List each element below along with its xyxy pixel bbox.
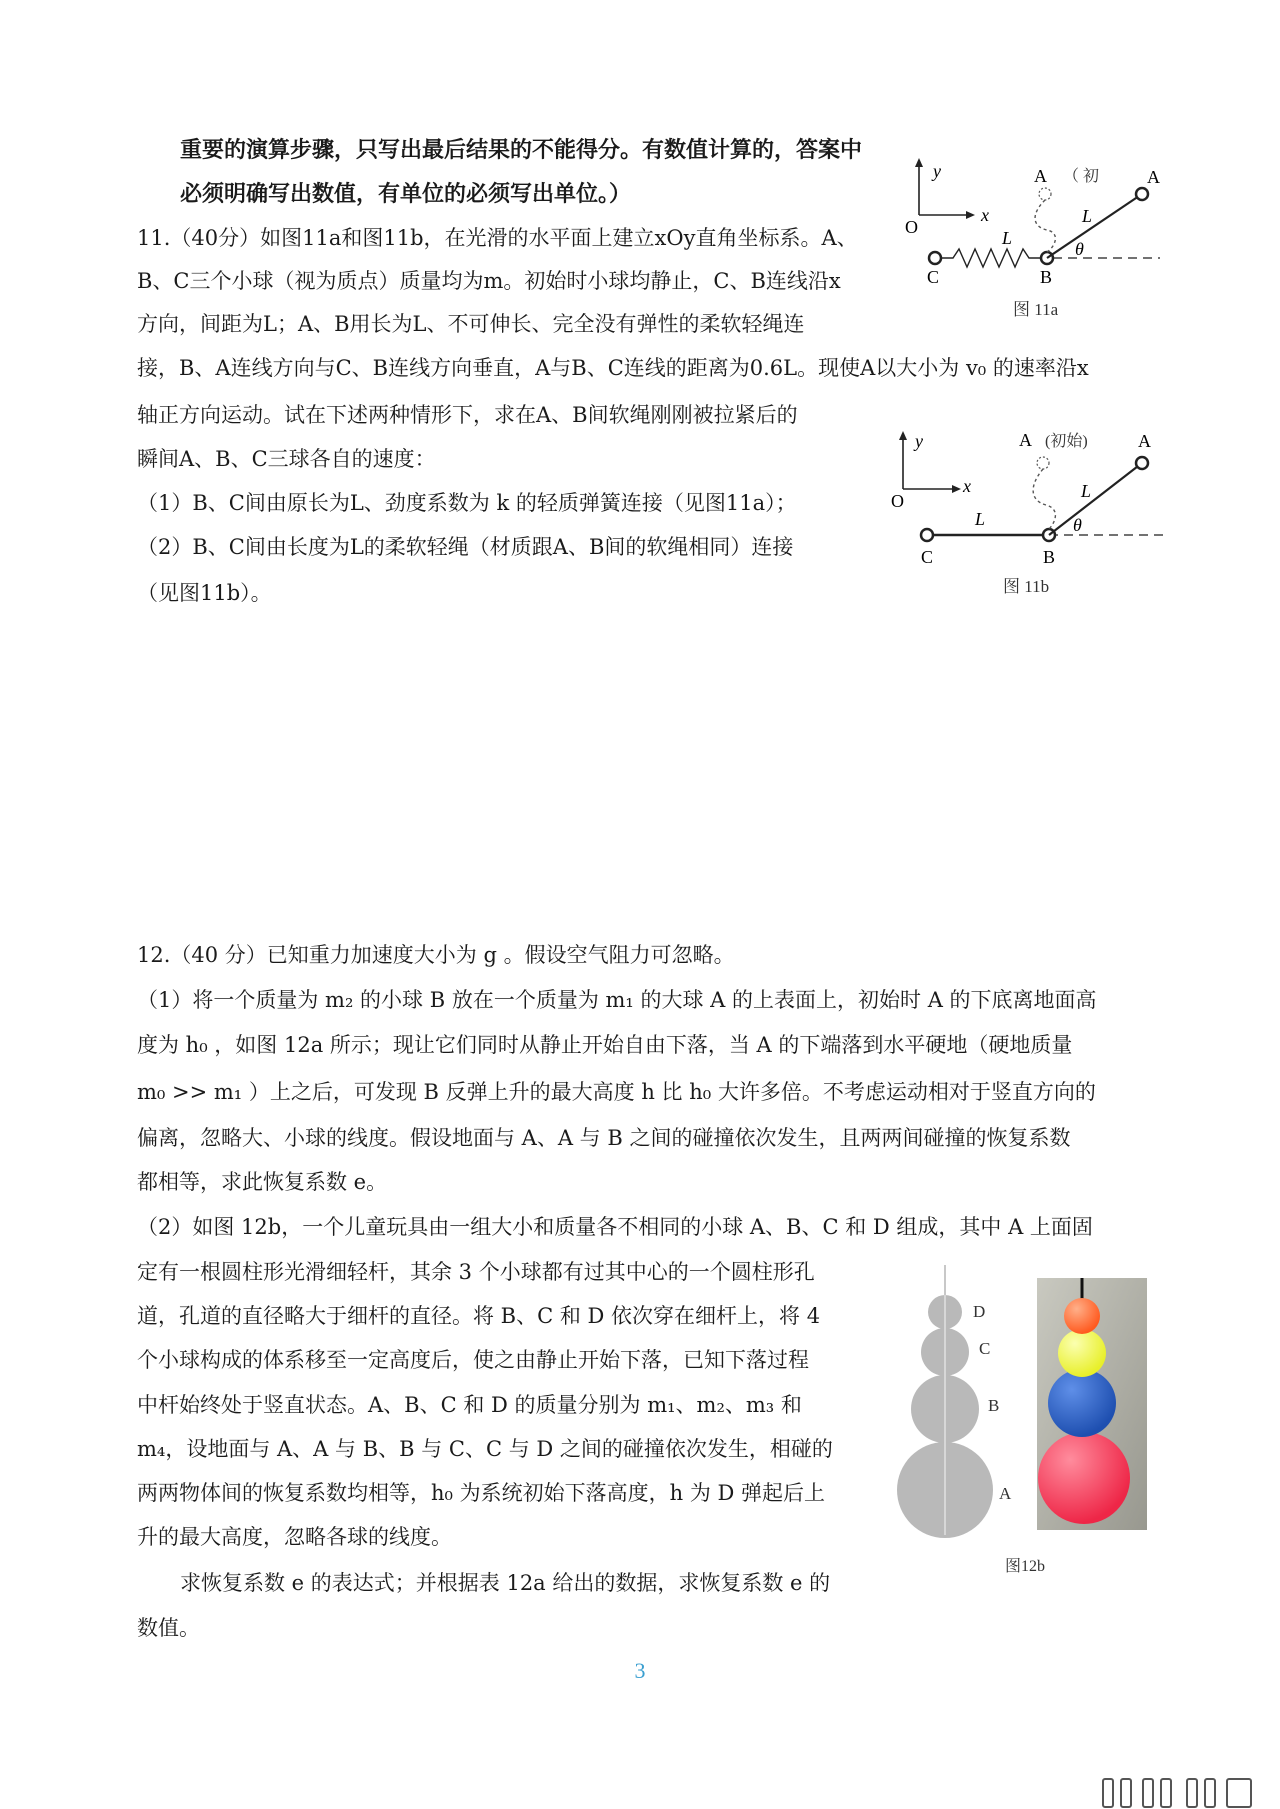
intro-line-2: 必须明确写出数值，有单位的必须写出单位。） [180,182,632,207]
q12-line-16: 数值。 [137,1616,200,1640]
figure-11a [905,155,1165,315]
photo-ball-C [1058,1329,1106,1377]
q11-line-7: （1）B、C间由原长为L、劲度系数为 k 的轻质弹簧连接（见图11a）； [137,491,797,515]
q12-line-10: 个小球构成的体系移至一定高度后，使之由静止开始下落，已知下落过程 [137,1348,809,1372]
q11-line-1: 11.（40分）如图11a和图11b，在光滑的水平面上建立xOy直角坐标系。A、 [137,226,858,250]
q11-line-6: 瞬间A、B、C三球各自的速度： [137,447,436,471]
fig11a-origin-label: O [905,217,918,237]
fig11b-theta-label: θ [1073,515,1082,535]
fig11a-caption: 图 11a [1013,300,1059,319]
fig11b-B-label: B [1043,547,1056,567]
photo-ball-A [1038,1432,1130,1524]
fig12b-B-label: B [988,1396,1000,1415]
fig11b-A-label: A [1138,431,1151,451]
fig12b-D-label: D [973,1302,986,1321]
figure-12b-photo [1037,1278,1147,1530]
figure-12b-diagram [895,1265,1035,1545]
fig11a-theta-label: θ [1075,239,1084,259]
q11-line-8: （2）B、C间由长度为L的柔软轻绳（材质跟A、B间的软绳相同）连接 [137,535,794,559]
fig11a-rope-L-label: L [1082,206,1093,226]
fig11a-y-label: y [933,161,941,181]
q11-line-2: B、C三个小球（视为质点）质量均为m。初始时小球均静止，C、B连线沿x [137,269,841,293]
page-number: 3 [634,1658,646,1683]
fig12b-caption: 图12b [1005,1558,1046,1575]
fig11b-origin-label: O [891,491,904,511]
q11-line-9: （见图11b）。 [137,581,272,605]
q12-line-11: 中杆始终处于竖直状态。A、B、C 和 D 的质量分别为 m₁、m₂、m₃ 和 [137,1393,802,1417]
q12-line-13: 两两物体间的恢复系数均相等，h₀ 为系统初始下落高度，h 为 D 弹起后上 [137,1481,826,1505]
fig11a-B-label: B [1040,267,1053,287]
fig11b-initial-text: (初始) [1045,433,1088,450]
q11-line-4: 接，B、A连线方向与C、B连线方向垂直，A与B、C连线的距离为0.6L。现使A以大小为 v₀ 的速率沿x [137,356,1089,380]
q12-line-9: 道，孔道的直径略大于细杆的直径。将 B、C 和 D 依次穿在细杆上，将 4 [137,1304,821,1328]
q11-line-5: 轴正方向运动。试在下述两种情形下，求在A、B间软绳刚刚被拉紧后的 [137,403,798,427]
fig12b-C-label: C [979,1339,991,1358]
q12-line-1: 12.（40 分）已知重力加速度大小为 g 。假设空气阻力可忽略。 [137,943,735,967]
q12-line-14: 升的最大高度，忽略各球的线度。 [137,1525,452,1549]
q12-line-3: 度为 h₀ ，如图 12a 所示；现让它们同时从静止开始自由下落，当 A 的下端落到水平硬地（硬地质量 [137,1033,1073,1057]
photo-ball-D [1064,1298,1100,1334]
q12-line-4: m₀ >> m₁ ）上之后，可发现 B 反弹上升的最大高度 h 比 h₀ 大许多倍。不考虑运动相对于竖直方向的 [137,1080,1096,1104]
fig11b-C-label: C [921,547,934,567]
fig11b-A-initial-label: A [1019,430,1032,450]
fig11a-A-initial-label: A [1034,166,1047,186]
q12-line-6: 都相等，求此恢复系数 e。 [137,1170,388,1194]
fig11a-spring-L-label: L [1002,228,1013,248]
q12-line-8: 定有一根圆柱形光滑细轻杆，其余 3 个小球都有过其中心的一个圆柱形孔 [137,1260,815,1284]
q11-line-3: 方向，间距为L；A、B用长为L、不可伸长、完全没有弹性的柔软轻绳连 [137,312,805,336]
fig11a-x-label: x [981,205,989,225]
fig11a-C-label: C [927,267,940,287]
q12-line-5: 偏离，忽略大、小球的线度。假设地面与 A、A 与 B 之间的碰撞依次发生，且两两间碰撞的恢复系数 [137,1126,1071,1150]
fig11b-cb-L-label: L [975,509,986,529]
q12-line-7: （2）如图 12b，一个儿童玩具由一组大小和质量各不相同的小球 A、B、C 和 D 组成，其中 A 上面固 [137,1215,1093,1239]
fig11b-caption: 图 11b [1003,577,1050,596]
q12-line-12: m₄，设地面与 A、A 与 B、B 与 C、C 与 D 之间的碰撞依次发生，相碰的 [137,1437,833,1461]
figure-11b [893,425,1183,575]
intro-line-1: 重要的演算步骤，只写出最后结果的不能得分。有数值计算的，答案中 [180,138,863,163]
q12-line-2: （1）将一个质量为 m₂ 的小球 B 放在一个质量为 m₁ 的大球 A 的上表面上，初始时 A 的下底离地面高 [137,988,1097,1012]
fig11b-y-label: y [915,431,923,451]
fig11a-initial-text: （ 初 [1063,168,1100,185]
fig11b-x-label: x [963,476,971,496]
fig11b-rope-L-label: L [1081,481,1092,501]
fig12b-A-label: A [999,1484,1012,1503]
photo-ball-B [1048,1369,1116,1437]
fig11a-A-label: A [1147,167,1160,187]
q12-line-15: 求恢复系数 e 的表达式；并根据表 12a 给出的数据，求恢复系数 e 的 [180,1571,831,1595]
